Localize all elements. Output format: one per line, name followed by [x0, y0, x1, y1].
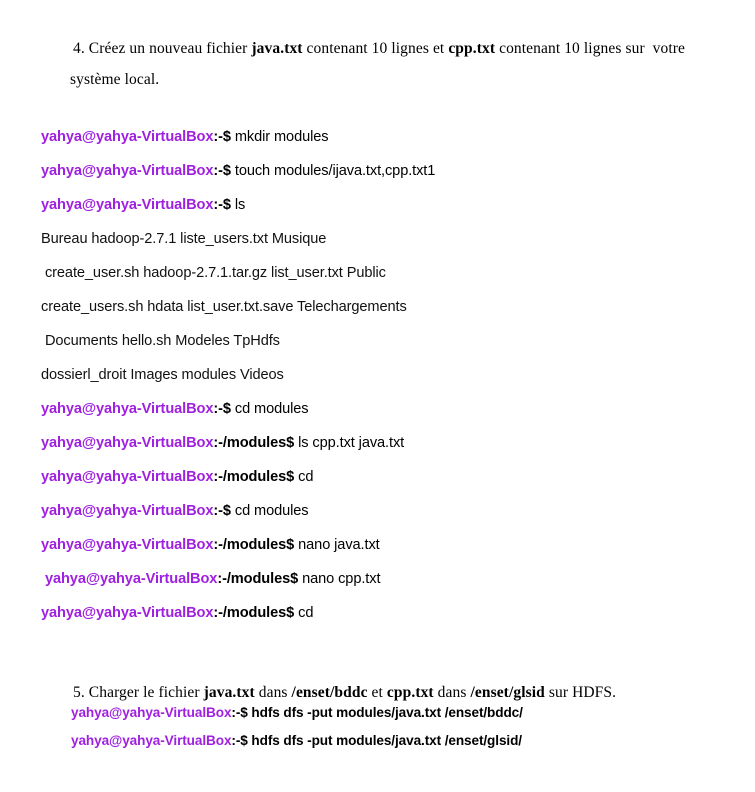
- shell-prompt-user: yahya@yahya-VirtualBox: [41, 503, 214, 519]
- shell-command: mkdir modules: [234, 129, 329, 145]
- terminal-line: [41, 562, 741, 596]
- shell-prompt-path: :-$: [213, 401, 235, 417]
- shell-prompt-user: yahya@yahya-VirtualBox: [71, 733, 232, 748]
- shell-prompt-path: :-/modules$: [217, 571, 303, 587]
- shell-prompt-user: yahya@yahya-VirtualBox: [41, 163, 214, 179]
- instruction-4-part2: contenant 10 lignes et: [302, 39, 449, 57]
- shell-prompt-path: :-/modules$: [213, 435, 299, 451]
- shell-command: cd: [298, 469, 314, 485]
- terminal-output-line: create_users.sh hdata list_user.txt.save Telechargements: [41, 299, 407, 315]
- shell-prompt-path: :-/modules$: [213, 469, 299, 485]
- instruction-5-part5: sur HDFS.: [544, 683, 617, 701]
- instruction-5-part3: et: [367, 683, 387, 701]
- shell-prompt-user: yahya@yahya-VirtualBox: [71, 705, 232, 720]
- instruction-4-line2: système local.: [70, 70, 160, 88]
- shell-prompt-path: :-$: [213, 129, 235, 145]
- terminal-line: [41, 392, 741, 426]
- terminal-line: [41, 188, 741, 222]
- shell-command: ls: [234, 197, 246, 213]
- terminal-line: [41, 460, 741, 494]
- terminal-output-line: Bureau hadoop-2.7.1 liste_users.txt Musique: [41, 231, 327, 247]
- instruction-4-number: 4.: [73, 39, 85, 57]
- hdfs-command-line: [71, 727, 751, 755]
- instruction-4-part1: Créez un nouveau fichier: [84, 39, 252, 57]
- hdfs-command-line: [71, 699, 751, 727]
- terminal-output-line: Documents hello.sh Modeles TpHdfs: [41, 333, 280, 349]
- shell-command: touch modules/ijava.txt,cpp.txt1: [234, 163, 436, 179]
- instruction-5-part2: dans: [254, 683, 292, 701]
- instruction-5-bold-cpp: cpp.txt: [386, 683, 434, 701]
- terminal-output-line: dossierl_droit Images modules Videos: [41, 367, 284, 383]
- shell-prompt-path: :-$: [213, 503, 235, 519]
- shell-prompt-user: yahya@yahya-VirtualBox: [41, 401, 214, 417]
- shell-prompt-path: :-$: [231, 733, 252, 748]
- shell-command: cd: [298, 605, 314, 621]
- instruction-item-4: [70, 33, 733, 95]
- instruction-5-part1: Charger le fichier: [84, 683, 204, 701]
- terminal-line: [41, 596, 741, 630]
- terminal-transcript: [41, 120, 741, 630]
- shell-command: hdfs dfs -put modules/java.txt /enset/glsid/: [251, 733, 522, 748]
- instruction-4-bold-java: java.txt: [251, 39, 303, 57]
- shell-prompt-path: :-$: [213, 197, 235, 213]
- shell-prompt-user: yahya@yahya-VirtualBox: [41, 469, 214, 485]
- instruction-5-number: 5.: [73, 683, 85, 701]
- shell-prompt-user: yahya@yahya-VirtualBox: [41, 605, 214, 621]
- shell-prompt-user: yahya@yahya-VirtualBox: [41, 537, 214, 553]
- instruction-5-bold-bddc: /enset/bddc: [291, 683, 368, 701]
- shell-prompt-path: :-/modules$: [213, 605, 299, 621]
- shell-prompt-path: :-$: [213, 163, 235, 179]
- instruction-5-bold-glsid: /enset/glsid: [470, 683, 545, 701]
- hdfs-command-block: [71, 699, 751, 755]
- terminal-output-line: create_user.sh hadoop-2.7.1.tar.gz list_user.txt Public: [41, 265, 386, 281]
- shell-prompt-user: yahya@yahya-VirtualBox: [41, 571, 218, 587]
- shell-prompt-path: :-/modules$: [213, 537, 299, 553]
- instruction-5-bold-java: java.txt: [203, 683, 255, 701]
- shell-prompt-user: yahya@yahya-VirtualBox: [41, 197, 214, 213]
- instruction-4-part3: contenant 10 lignes sur votre: [495, 39, 686, 57]
- shell-command: cd modules: [234, 503, 309, 519]
- shell-prompt-user: yahya@yahya-VirtualBox: [41, 129, 214, 145]
- shell-command: cd modules: [234, 401, 309, 417]
- terminal-line: [41, 528, 741, 562]
- terminal-line: [41, 426, 741, 460]
- shell-command: nano java.txt: [298, 537, 380, 553]
- shell-prompt-path: :-$: [231, 705, 252, 720]
- shell-command: hdfs dfs -put modules/java.txt /enset/bddc/: [251, 705, 523, 720]
- shell-command: ls cpp.txt java.txt: [298, 435, 405, 451]
- terminal-line: [41, 494, 741, 528]
- instruction-5-part4: dans: [433, 683, 471, 701]
- terminal-line: [41, 120, 741, 154]
- instruction-4-bold-cpp: cpp.txt: [448, 39, 496, 57]
- shell-command: nano cpp.txt: [302, 571, 381, 587]
- shell-prompt-user: yahya@yahya-VirtualBox: [41, 435, 214, 451]
- terminal-line: [41, 154, 741, 188]
